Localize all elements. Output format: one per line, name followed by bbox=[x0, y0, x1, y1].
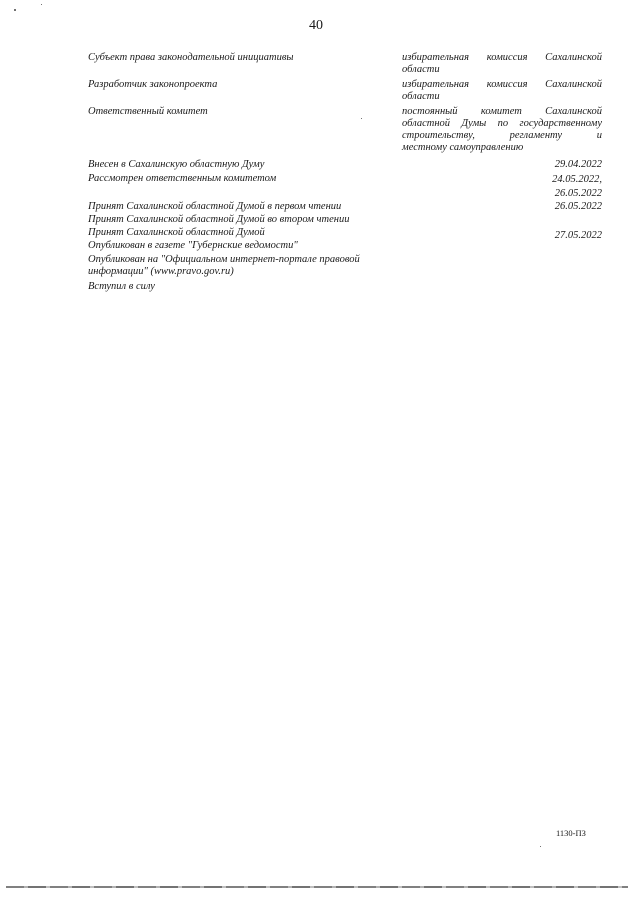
document-code: 1130-ПЗ bbox=[556, 828, 586, 838]
scan-speck bbox=[14, 9, 16, 11]
event-label: Внесен в Сахалинскую областную Думу bbox=[88, 159, 265, 170]
committee-label: Ответственный комитет bbox=[88, 106, 208, 117]
event-date-value: 29.04.2022 bbox=[554, 159, 602, 170]
subject-row bbox=[88, 52, 602, 78]
event-label: Рассмотрен ответственным комитетом bbox=[88, 173, 277, 184]
event-label: Опубликован в газете "Губернские ведомости" bbox=[88, 240, 298, 251]
event-date bbox=[402, 159, 602, 171]
event-label: Принят Сахалинской областной Думой в первом чтении bbox=[88, 201, 342, 212]
developer-value bbox=[402, 79, 602, 103]
developer-label: Разработчик законопроекта bbox=[88, 79, 218, 90]
page-number: 40 bbox=[309, 18, 323, 33]
scan-speck bbox=[361, 118, 362, 119]
event-label: Принят Сахалинской областной Думой bbox=[88, 227, 265, 238]
committee-value-line: строительству, регламенту и bbox=[402, 130, 602, 141]
subject-value-line: области bbox=[402, 64, 440, 75]
event-date bbox=[402, 230, 602, 242]
event-label: Принят Сахалинской областной Думой во втором чтении bbox=[88, 214, 350, 225]
developer-value-line: избирательная комиссия Сахалинской bbox=[402, 79, 602, 90]
event-date-value: 27.05.2022 bbox=[554, 230, 602, 241]
subject-value-line: избирательная комиссия Сахалинской bbox=[402, 52, 602, 63]
subject-label: Субъект права законодательной инициативы bbox=[88, 52, 294, 63]
scan-speck bbox=[41, 4, 42, 5]
committee-value-line: постоянный комитет Сахалинской bbox=[402, 106, 602, 117]
event-label: Вступил в силу bbox=[88, 281, 155, 292]
event-date bbox=[402, 201, 602, 213]
committee-row bbox=[88, 106, 602, 156]
event-label: Опубликован на "Официальном интернет-портале правовой информации" (www.pravo.gov.ru) bbox=[88, 254, 360, 277]
developer-value-line: области bbox=[402, 91, 440, 102]
event-date-value: 26.05.2022 bbox=[554, 201, 602, 212]
committee-value bbox=[402, 106, 602, 154]
scan-speck bbox=[540, 846, 541, 847]
event-date-value: 24.05.2022, bbox=[552, 174, 602, 185]
committee-value-line: областной Думы по государственному bbox=[402, 118, 602, 129]
developer-row bbox=[88, 79, 602, 105]
committee-value-line: местному самоуправлению bbox=[402, 142, 524, 153]
event-date-value: 26.05.2022 bbox=[554, 188, 602, 199]
scan-edge-line bbox=[6, 886, 628, 888]
subject-value bbox=[402, 52, 602, 76]
event-date bbox=[402, 173, 602, 201]
